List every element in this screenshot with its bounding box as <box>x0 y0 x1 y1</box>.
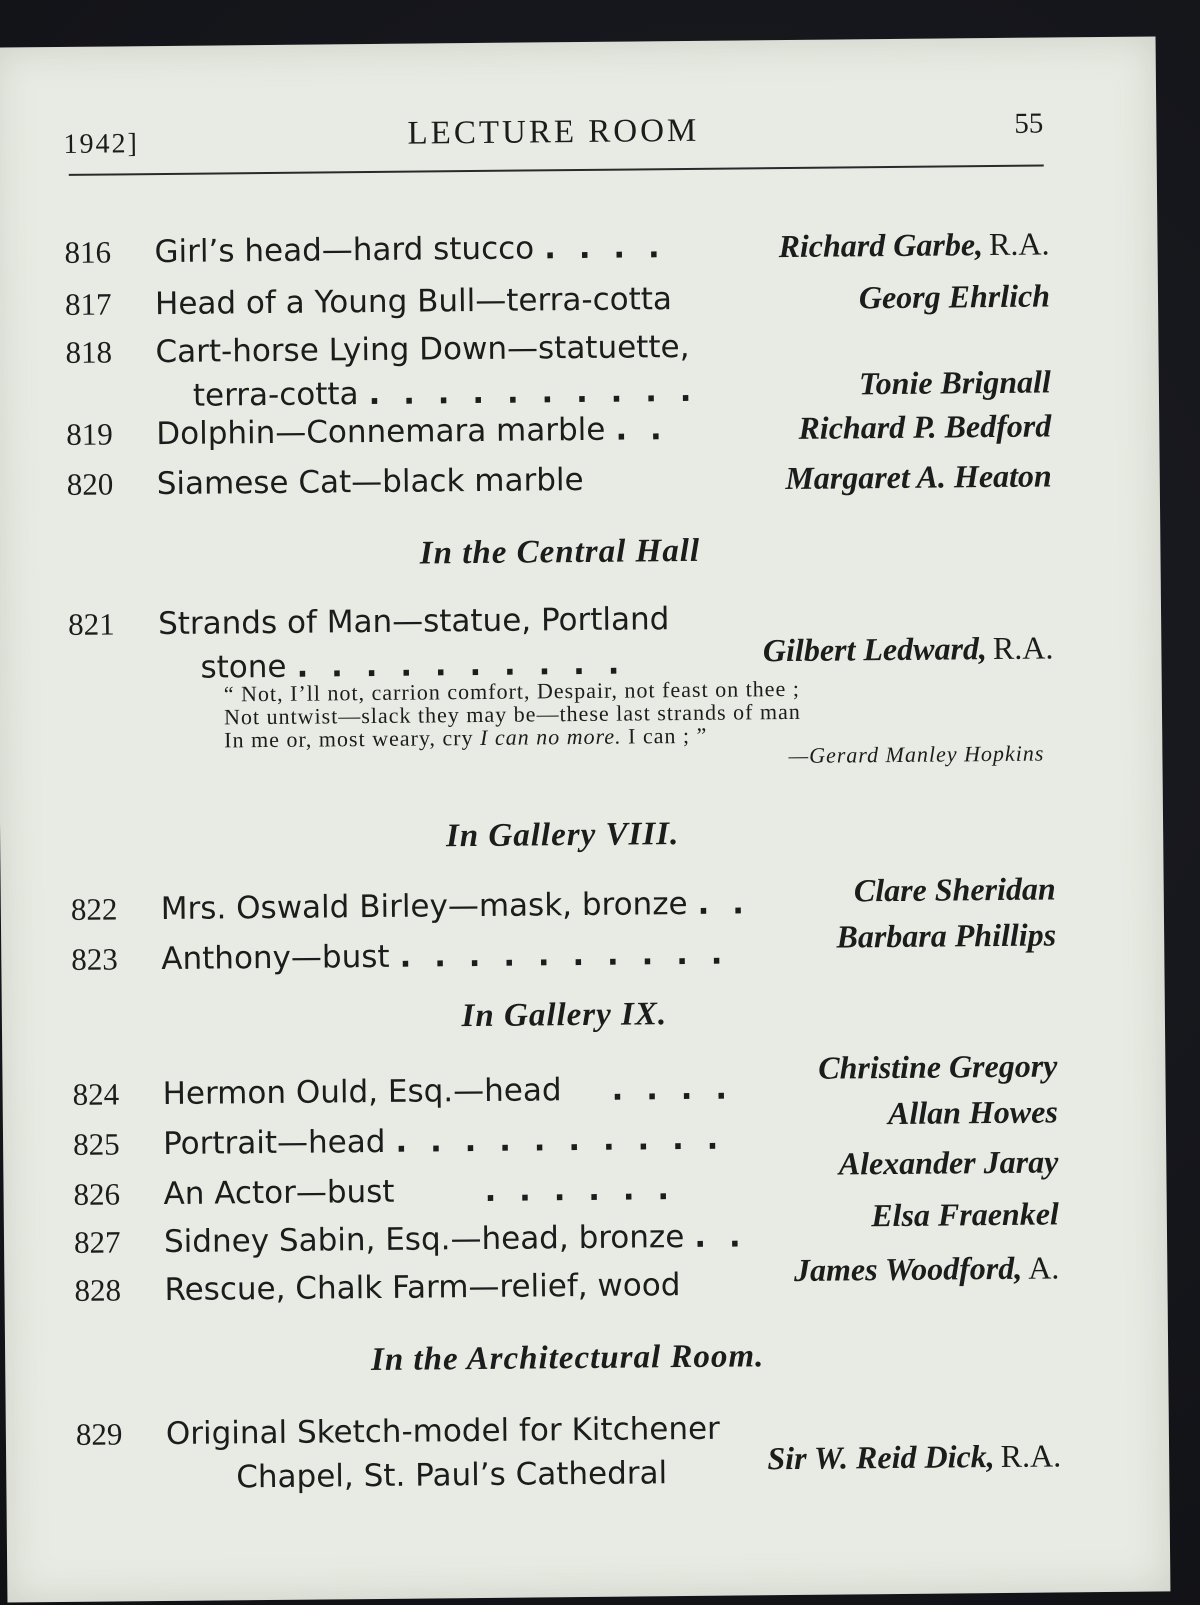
running-header <box>63 106 1043 163</box>
catalogue-entry <box>66 457 1052 503</box>
quote-line: “ Not, I’ll not, carrion comfort, Despair, not feast on thee ; <box>223 675 800 707</box>
entry-title: Strands of Man—statue, Portland <box>157 601 670 643</box>
leader-dots: . . . . . . . . . . <box>368 372 698 413</box>
entry-number: 819 <box>66 416 113 452</box>
quote-line: Not untwist—slack they may be—these last strands of man <box>223 698 801 730</box>
entry-number: 828 <box>74 1272 122 1308</box>
entry-title: Sidney Sabin, Esq.—head, bronze . . <box>163 1218 747 1261</box>
leader-dots: . . . . <box>611 1070 734 1108</box>
entry-title: Portrait—head . . . . . . . . . . <box>162 1120 725 1163</box>
leader-dots: . . <box>694 1218 747 1255</box>
entry-title: Girl’s head—hard stucco . . . . <box>154 229 666 271</box>
header-rule <box>69 165 1044 176</box>
leader-dots: . . <box>615 411 668 448</box>
artist-rank: R.A. <box>992 629 1054 667</box>
entry-artist: Georg Ehrlich <box>858 277 1051 316</box>
entry-number: 823 <box>71 941 118 977</box>
entry-number: 816 <box>64 234 112 270</box>
entry-artist: Christine Gregory <box>818 1047 1058 1086</box>
entry-number: 824 <box>72 1076 120 1112</box>
page-number: 55 <box>1014 107 1044 140</box>
catalogue-entry <box>64 277 1051 323</box>
entry-artist: Clare Sheridan <box>853 870 1056 909</box>
entry-number: 827 <box>73 1224 121 1260</box>
section-heading-central-hall: In the Central Hall <box>419 532 701 572</box>
entry-title: Dolphin—Connemara marble . . <box>156 411 668 453</box>
catalogue-entry <box>75 1407 1062 1496</box>
section-heading-gallery-ix: In Gallery IX. <box>461 996 668 1035</box>
section-heading-architectural-room: In the Architectural Room. <box>370 1338 765 1379</box>
entry-title: An Actor—bust . . . . . . <box>163 1171 676 1213</box>
catalogue-entry <box>67 597 1054 686</box>
catalogue-entry <box>70 870 1056 928</box>
entry-artist: Tonie Brignall <box>858 363 1051 402</box>
entry-number: 822 <box>70 891 118 927</box>
entry-artist: Richard Garbe, R.A. <box>778 225 1050 265</box>
leader-dots: . . . . . . . . . . <box>399 935 729 975</box>
entry-artist: Gilbert Ledward, R.A. <box>762 629 1054 669</box>
entry-title-continued: stone . . . . . . . . . . <box>200 645 626 686</box>
entry-artist: Richard P. Bedford <box>798 407 1052 446</box>
entry-title: Anthony—bust . . . . . . . . . . <box>161 935 729 978</box>
leader-dots: . . . . . . . . . . <box>395 1120 725 1160</box>
entry-artist: Alexander Jaray <box>838 1143 1059 1182</box>
artist-rank: A. <box>1028 1249 1060 1286</box>
entry-number: 825 <box>72 1126 120 1162</box>
entry-artist: Allan Howes <box>887 1093 1058 1132</box>
entry-artist: Sir W. Reid Dick, R.A. <box>767 1437 1062 1477</box>
entry-title-continued: terra-cotta . . . . . . . . . . <box>192 372 698 414</box>
entry-title: Hermon Ould, Esq.—head . . . . <box>162 1070 734 1113</box>
entry-number: 821 <box>67 606 115 642</box>
leader-dots: . . <box>697 885 751 922</box>
artist-rank: R.A. <box>1000 1437 1062 1475</box>
poem-quotation <box>224 674 1055 772</box>
entry-title: Siamese Cat—black marble <box>156 461 584 503</box>
leader-dots: . . . . . . . . . . <box>296 645 626 685</box>
header-title: LECTURE ROOM <box>407 112 700 152</box>
entry-title-continued: Chapel, St. Paul’s Cathedral <box>236 1455 668 1496</box>
entry-artist: Elsa Fraenkel <box>871 1195 1059 1234</box>
catalogue-entry <box>71 916 1057 978</box>
catalogue-entry <box>64 225 1050 271</box>
entry-title: Original Sketch-model for Kitchener <box>165 1410 721 1453</box>
entry-title: Mrs. Oswald Birley—mask, bronze . . <box>160 885 751 928</box>
quote-attribution: —Gerard Manley Hopkins <box>788 740 1045 769</box>
catalogue-entry <box>73 1195 1059 1261</box>
entry-title: Head of a Young Bull—terra-cotta <box>154 281 673 323</box>
leader-dots: . . . . <box>543 229 666 267</box>
catalogue-entry <box>65 325 1051 414</box>
entry-title: Cart-horse Lying Down—statuette, <box>155 328 690 371</box>
header-year: 1942] <box>63 128 139 160</box>
entry-number: 826 <box>73 1176 121 1212</box>
quote-line: In me or, most weary, cry I can no more. I can ; ” <box>224 722 708 753</box>
leader-dots: . . . . . . <box>484 1171 676 1209</box>
entry-number: 818 <box>65 334 113 370</box>
entry-artist: Barbara Phillips <box>836 916 1057 955</box>
catalogue-entry <box>74 1249 1060 1309</box>
entry-number: 820 <box>66 466 114 502</box>
entry-artist: James Woodford, A. <box>793 1249 1060 1288</box>
entry-artist: Margaret A. Heaton <box>785 457 1052 497</box>
entry-title: Rescue, Chalk Farm—relief, wood <box>164 1267 681 1309</box>
catalogue-page <box>0 36 1170 1602</box>
entry-number: 817 <box>64 286 112 322</box>
artist-rank: R.A. <box>988 225 1050 263</box>
entry-number: 829 <box>75 1416 123 1452</box>
section-heading-gallery-viii: In Gallery VIII. <box>445 816 680 855</box>
